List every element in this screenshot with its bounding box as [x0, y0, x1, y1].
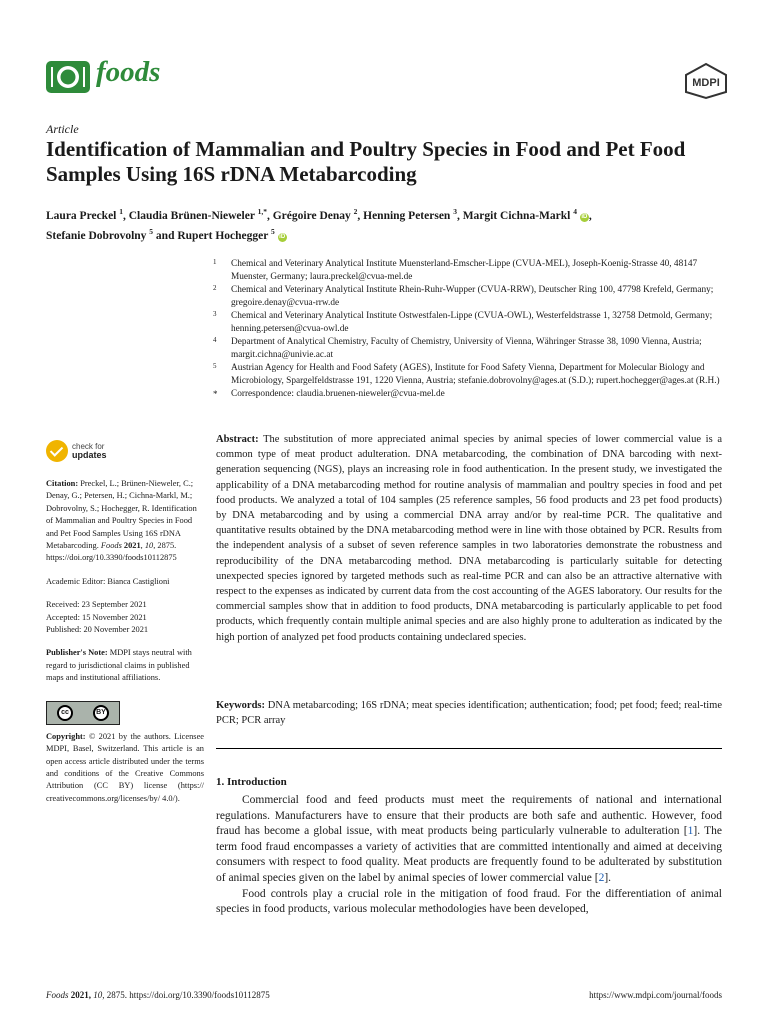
author: Henning Petersen	[363, 209, 451, 222]
citation-link[interactable]: 2	[598, 871, 605, 884]
correspondence: * Correspondence: claudia.bruenen-nieweler@cvua-mel.de	[213, 389, 445, 399]
orcid-icon[interactable]: iD	[279, 233, 286, 240]
affiliation: 5 Austrian Agency for Health and Food Safety (AGES), Institute for Food Safety Vienna, Department for Molecular Biology and Microbiology, Spargelfeldstrasse 191, 1220 Vienna, Austria; stefanie.dobrovolny@ages.at (S.D.); rupert.hochegger@ages.at (R.H.)	[213, 362, 720, 386]
article-title: Identification of Mammalian and Poultry Species in Food and Pet Food Samples Using 16S rDNA Metabarcoding	[46, 137, 686, 186]
footer-citation: Foods 2021, 10, 2875. https://doi.org/10.3390/foods10112875	[46, 990, 270, 1000]
section-heading: 1. Introduction	[216, 776, 287, 788]
journal-header	[46, 56, 736, 104]
author: Grégoire Denay	[272, 209, 351, 222]
journal-name: foods	[96, 56, 161, 88]
author: Margit Cichna-Markl	[462, 209, 571, 222]
paragraph: Food controls play a crucial role in the mitigation of food fraud. For the differentiation of animal species in food products, various molecular methodologies have been developed,	[216, 887, 722, 916]
foods-logo-icon	[46, 59, 90, 95]
academic-editor: Academic Editor: Bianca Castiglioni	[46, 576, 170, 586]
author: Claudia Brünen-Nieweler	[128, 209, 255, 222]
citation: Citation: Preckel, L.; Brünen-Nieweler, C.; Denay, G.; Petersen, H.; Cichna-Markl, M.; Dobrovolny, S.; Hochegger, R. Identification of Mammalian and Poultry Species in Food and Pet Food Samples Using 16S rDNA Metabarcoding. Foods 2021, 10, 2875. https://doi.org/10.3390/foods10112875	[46, 479, 197, 563]
orcid-icon[interactable]: iD	[581, 213, 588, 220]
author: Rupert Hochegger	[177, 229, 269, 242]
mdpi-logo	[682, 62, 730, 100]
page-footer	[46, 990, 722, 1000]
affiliations	[213, 258, 725, 401]
sidebar	[46, 440, 204, 816]
affiliation: 2 Chemical and Veterinary Analytical Institute Rhein-Ruhr-Wupper (CVUA-RRW), Deutscher Ring 100, 47798 Krefeld, Germany; gregoire.denay@cvua-rrw.de	[213, 284, 714, 308]
svg-text:MDPI: MDPI	[692, 77, 720, 89]
divider	[216, 748, 722, 749]
author-line-2: Stefanie Dobrovolny $^5$ and Rupert Hochegger $^5$ iD	[46, 226, 286, 242]
copyright: Copyright: © 2021 by the authors. Licensee MDPI, Basel, Switzerland. This article is an open access article distributed under the terms and conditions of the Creative Commons Attribution (CC BY) license (https:// creativecommons.org/licenses/by/ 4.0/).	[46, 731, 204, 803]
affiliation: 1 Chemical and Veterinary Analytical Institute Muensterland-Emscher-Lippe (CVUA-MEL), Joseph-Koenig-Strasse 40, 48147 Muenster, Germany; laura.preckel@cvua-mel.de	[213, 258, 698, 282]
citation-link[interactable]: 1	[687, 825, 694, 838]
cc-by-license-icon[interactable]: cc BY	[46, 701, 120, 725]
author: Stefanie Dobrovolny	[46, 229, 147, 242]
paragraph: Commercial food and feed products must meet the requirements of national and international regulations. Manufacturers have to ensure that their products are both safe and authentic. However, food fraud has become a global issue, with meat products being particularly vulnerable to adulteration [1]. The term food fraud encompasses a variety of activities that are committed intentionally and aimed at deceiving consumers with respect to food quality. Meat products are frequently found to be adulterated by substitution of animal species given on the label by animal species of lower commercial value [2].	[216, 794, 722, 884]
keywords: Keywords: DNA metabarcoding; 16S rDNA; meat species identification; authentication; food; pet food; feed; real-time PCR; PCR array	[216, 700, 723, 727]
publisher-note: Publisher's Note: MDPI stays neutral with regard to jurisdictional claims in published maps and institutional affiliations.	[46, 648, 192, 683]
article-type: Article	[46, 122, 79, 136]
checkmark-icon	[46, 440, 68, 462]
author-list	[46, 204, 726, 244]
check-for-updates-button[interactable]: check for updates	[46, 440, 204, 462]
abstract: Abstract: The substitution of more appreciated animal species by animal species of lower commercial value is a common type of meat product adulteration. DNA metabarcoding, the combination of DNA barcoding with next-generation sequencing (NGS), plays an increasing role in food authentication. In the present study, we investigated the applicability of a DNA metabarcoding method for routine analysis of mammalian and poultry species in food and pet food products. We analyzed a total of 104 samples (25 reference samples, 56 food products and 23 pet food products) by DNA metabarcoding and by using a commercial DNA array and/or by real-time PCR. The qualitative and quantitative results obtained by the DNA metabarcoding method were in line with those obtained by PCR. Results from the independent analysis of a subset of seven reference samples in two laboratories demonstrate the robustness and reproducibility of the DNA metabarcoding method. DNA metabarcoding is particularly suitable for detecting unexpected species ignored by targeted methods such as real-time PCR and can also be an attractive alternative with respect to the expenses as indicated by current data from the cost accounting of the AGES laboratory. Our results for the commercial samples show that in addition to food products, DNA metabarcoding is particularly applicable to pet food products, which frequently contain multiple animal species and are also highly prone to adulteration as indicated by the high portion of analyzed pet food products containing undeclared species.	[216, 434, 723, 643]
author-line-1: Laura Preckel $^1$, Claudia Brünen-Nieweler $^{1,*}$, Grégoire Denay $^2$, Henning Petersen $^3$, Margit Cichna-Markl $^4$ iD ,	[46, 207, 592, 222]
introduction-body	[216, 793, 722, 918]
affiliation: 3 Chemical and Veterinary Analytical Institute Ostwestfalen-Lippe (CVUA-OWL), Westerfeldstrasse 1, 32758 Detmold, Germany; henning.petersen@cvua-owl.de	[213, 310, 713, 334]
affiliation: 4 Department of Analytical Chemistry, Faculty of Chemistry, University of Vienna, Währinger Strasse 38, 1090 Vienna, Austria; margit.cichna@univie.ac.at	[213, 336, 702, 360]
author: Laura Preckel	[46, 209, 117, 222]
footer-url[interactable]: https://www.mdpi.com/journal/foods	[589, 990, 722, 1000]
dates: Received: 23 September 2021 Accepted: 15 November 2021 Published: 20 November 2021	[46, 600, 149, 635]
